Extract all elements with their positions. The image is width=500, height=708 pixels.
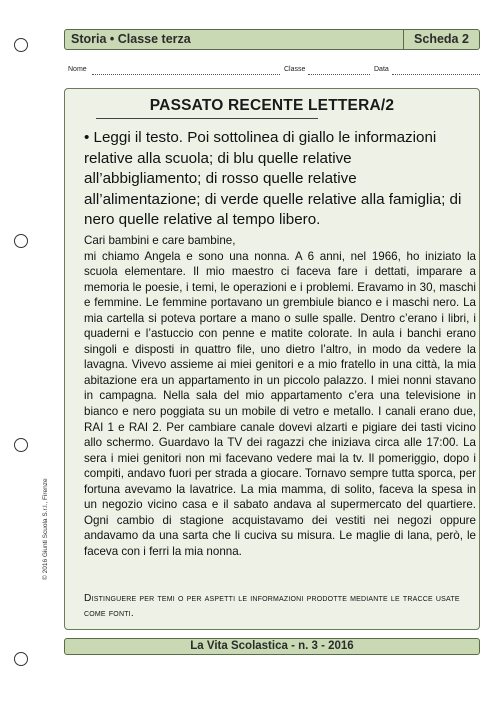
instruction-text: • Leggi il testo. Poi sottolinea di giallo le informazioni relative alla scuola; di blu quelle relative all’abbigliamento; di rosso quelle relative all’alimentazione; di verde quelle relative alla famiglia; di nero quelle relative al tempo libero.	[84, 129, 462, 228]
letter-text	[84, 233, 476, 559]
teacher-note: Distinguere per temi o per aspetti le informazioni prodotte mediante le tracce usate come fonti.	[84, 593, 460, 619]
name-label: Nome	[68, 66, 87, 73]
student-info-row	[68, 66, 480, 78]
header-bar	[64, 29, 480, 50]
binder-hole	[14, 652, 28, 666]
class-field[interactable]	[308, 74, 370, 75]
letter-body: mi chiamo Angela e sono una nonna. A 6 anni, nel 1966, ho iniziato la scuola elementare. Il mio maestro ci faceva fare i dettati, imparare a memoria le poesie, i temi, le operazioni e i problemi. Eravamo in 30, maschi e femmine. Le femmine portavano un grembiule bianco e i maschi nero. La mia cartella si poteva portare a mano o sulle spalle. Dentro c’erano i libri, i quaderni e l’astuccio con penne e matite colorate. In aula i banchi erano singoli e disposti in quattro file, uno dietro l’altro, in modo da vedere la lavagna. Vivevo assieme ai miei genitori e a mio fratello in una città, la mia abitazione era un appartamento in un piccolo palazzo. I miei nonni stavano in campagna. Nella sala del mio appartamento c’era una televisione in bianco e nero poggiata su un mobile di vetro e metallo. I canali erano due, RAI 1 e RAI 2. Per cambiare canale dovevi alzarti e pigiare dei tasti vicino allo schermo. Guardavo la TV dei ragazzi che iniziava circa alle 17:00. La sera i miei genitori non mi facevano vedere mai la tv. Il pomeriggio, dopo i compiti, andavo fuori per strada a giocare. Tornavo sempre tutta sporca, per fortuna avevamo la lavatrice. La mia mamma, di solito, faceva la spesa in un negozio vicino casa e il sabato andava al supermercato del quartiere. Ogni cambio di stagione acquistavamo dei vestiti nei negozi oppure andavamo da una sarta che li cuciva su misura. Le maglie di lana, però, le faceva con i ferri la mia nonna.	[84, 249, 476, 558]
binder-hole	[14, 234, 28, 248]
binder-hole	[14, 438, 28, 452]
binder-hole	[14, 38, 28, 52]
copyright-credit: © 2016 Giunti Scuola S.r.l., Firenze	[42, 478, 49, 580]
letter-greeting: Cari bambini e care bambine,	[84, 234, 236, 247]
class-label: Classe	[284, 66, 306, 73]
name-field[interactable]	[92, 74, 280, 75]
footer-bar: La Vita Scolastica - n. 3 - 2016	[64, 638, 480, 655]
date-label: Data	[374, 66, 389, 73]
subject-label: Storia • Classe terza	[71, 32, 191, 46]
title-divider	[96, 118, 318, 119]
worksheet-title: PASSATO RECENTE LETTERA/2	[149, 97, 395, 114]
date-field[interactable]	[392, 74, 480, 75]
sheet-label: Scheda 2	[403, 29, 479, 50]
